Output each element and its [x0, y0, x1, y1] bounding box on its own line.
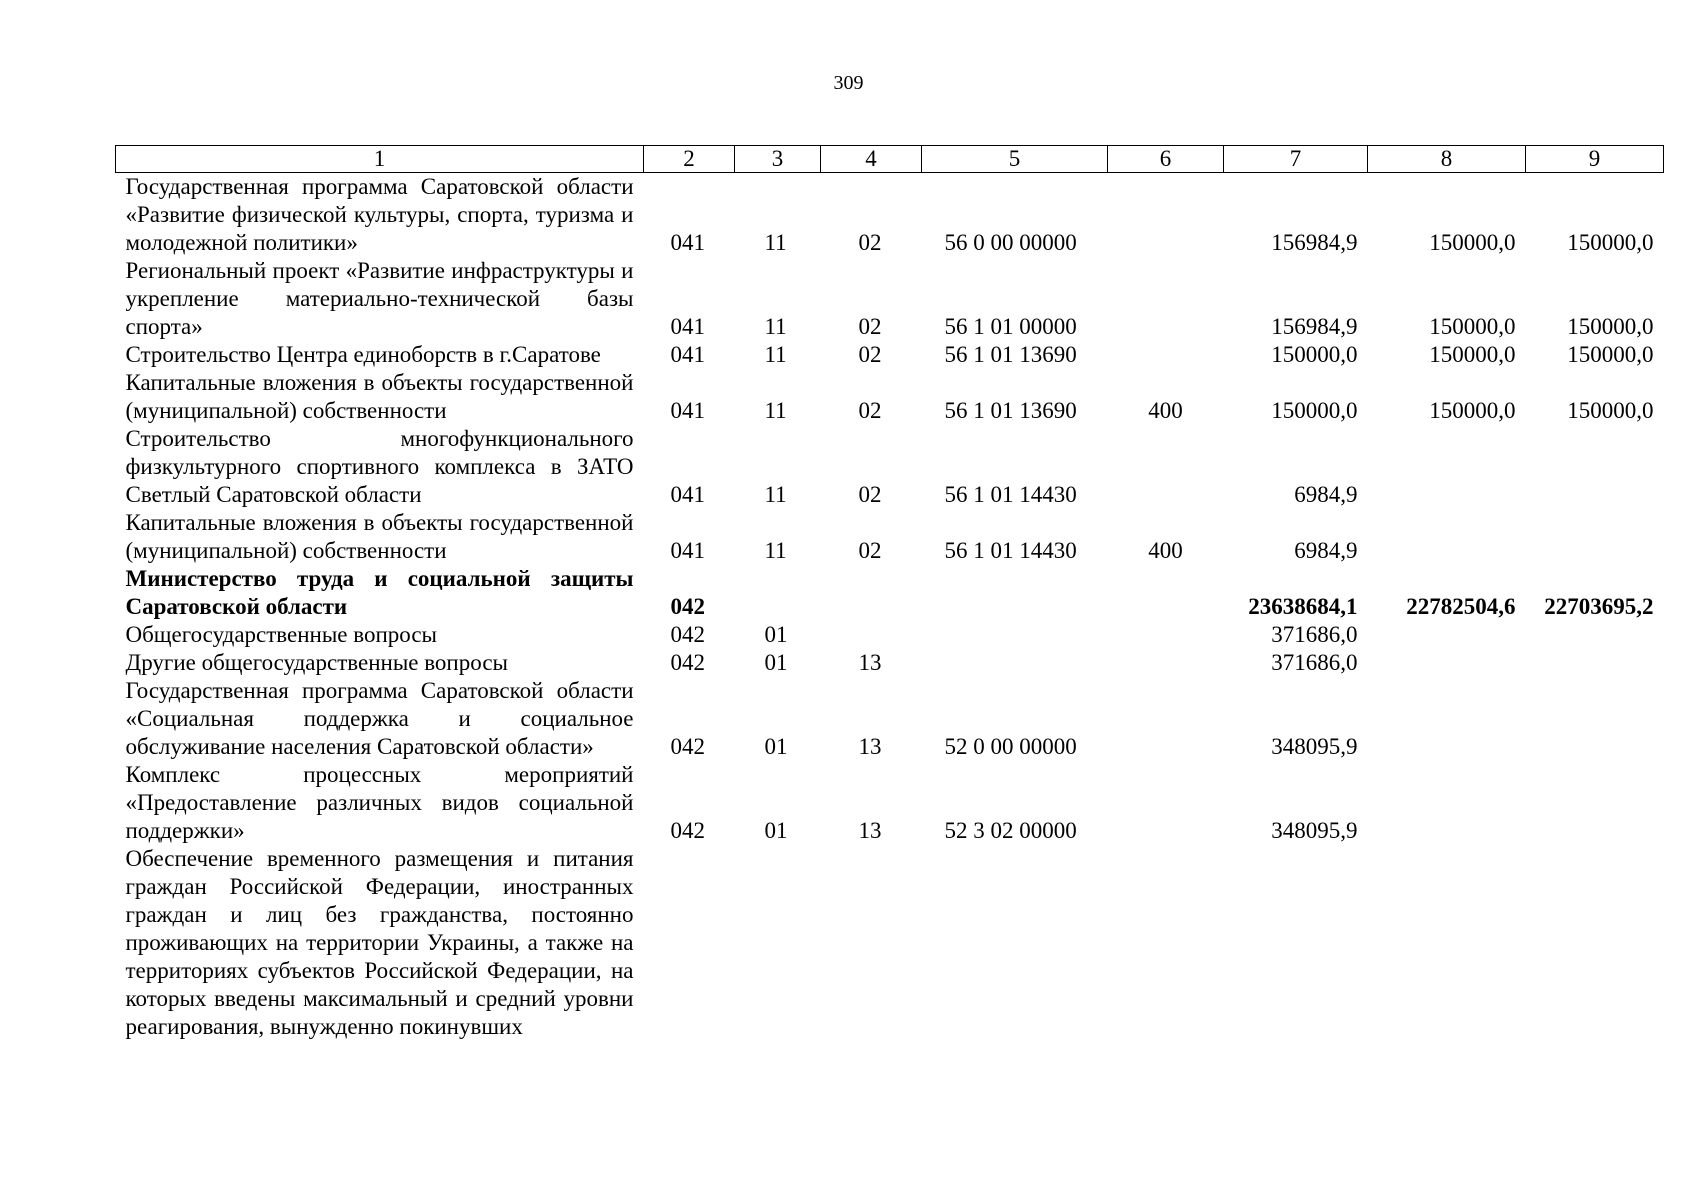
row-target-article	[922, 565, 1108, 621]
table-row	[116, 845, 1664, 1041]
column-header-8: 8	[1368, 146, 1526, 173]
row-code-3: 01	[764, 818, 788, 843]
row-code-2	[644, 845, 735, 1041]
row-description: Капитальные вложения в объекты государственной (муниципальной) собственности	[125, 510, 634, 563]
row-description: Региональный проект «Развитие инфраструктуры и укрепление материально-технической базы спорта»	[125, 258, 634, 339]
row-description: Капитальные вложения в объекты государственной (муниципальной) собственности	[125, 370, 634, 423]
row-code-3: 11	[764, 398, 787, 423]
row-code-3: 11	[764, 342, 787, 367]
row-target-article: 56 1 01 13690	[944, 342, 1077, 367]
table-row	[116, 565, 1664, 621]
row-expense-type	[1108, 845, 1224, 1041]
row-amount-8: 150000,0	[1429, 314, 1516, 339]
row-amount-9: 150000,0	[1567, 342, 1654, 367]
row-target-article: 56 1 01 14430	[944, 482, 1077, 507]
row-code-3: 01	[764, 650, 788, 675]
row-amount-9: 22703695,2	[1544, 594, 1654, 619]
row-amount-9	[1526, 649, 1664, 677]
column-header-2: 2	[644, 146, 735, 173]
row-code-3: 11	[764, 314, 787, 339]
table-row	[116, 173, 1664, 258]
row-amount-7: 23638684,1	[1248, 594, 1358, 619]
row-expense-type	[1108, 425, 1224, 509]
row-amount-9	[1526, 509, 1664, 565]
row-target-article	[922, 845, 1108, 1041]
row-code-2: 042	[670, 734, 705, 759]
row-code-4	[821, 621, 922, 649]
row-amount-7: 348095,9	[1271, 734, 1358, 759]
row-code-3: 01	[764, 622, 788, 647]
row-description: Строительство многофункционального физкультурного спортивного комплекса в ЗАТО Светлый Саратовской области	[125, 426, 634, 507]
row-amount-8: 150000,0	[1429, 342, 1516, 367]
row-target-article: 56 1 01 14430	[944, 538, 1077, 563]
row-amount-7: 156984,9	[1271, 230, 1358, 255]
row-target-article: 56 0 00 00000	[944, 230, 1077, 255]
row-description: Строительство Центра единоборств в г.Саратове	[125, 342, 601, 367]
row-code-2: 042	[670, 594, 705, 619]
row-target-article: 52 0 00 00000	[944, 734, 1077, 759]
column-header-6: 6	[1108, 146, 1224, 173]
row-description: Другие общегосударственные вопросы	[125, 650, 508, 675]
row-code-3: 01	[764, 734, 788, 759]
table-header	[116, 146, 1664, 173]
row-amount-8: 150000,0	[1429, 230, 1516, 255]
row-amount-8	[1368, 621, 1526, 649]
row-amount-7: 6984,9	[1294, 482, 1358, 507]
table-row	[116, 257, 1664, 341]
row-code-2: 041	[670, 398, 705, 423]
row-target-article: 56 1 01 13690	[944, 398, 1077, 423]
row-code-3: 11	[764, 230, 787, 255]
row-target-article	[922, 621, 1108, 649]
row-code-3: 11	[764, 482, 787, 507]
row-description: Государственная программа Саратовской области «Развитие физической культуры, спорта, туризма и молодежной политики»	[125, 174, 634, 255]
row-expense-type	[1108, 341, 1224, 369]
row-target-article: 52 3 02 00000	[944, 818, 1077, 843]
row-code-2: 041	[670, 538, 705, 563]
table-row	[116, 621, 1664, 649]
table-row	[116, 677, 1664, 761]
table-row	[116, 509, 1664, 565]
row-amount-8	[1368, 845, 1526, 1041]
row-description: Общегосударственные вопросы	[125, 622, 437, 647]
table-row	[116, 761, 1664, 845]
column-header-7: 7	[1224, 146, 1368, 173]
row-amount-7: 348095,9	[1271, 818, 1358, 843]
row-amount-8	[1368, 649, 1526, 677]
row-amount-8: 22782504,6	[1406, 594, 1516, 619]
row-code-4: 02	[858, 482, 882, 507]
row-code-2: 042	[670, 622, 705, 647]
row-amount-9	[1526, 677, 1664, 761]
row-code-4: 02	[858, 314, 882, 339]
row-expense-type	[1108, 761, 1224, 845]
row-amount-9: 150000,0	[1567, 398, 1654, 423]
row-target-article: 56 1 01 00000	[944, 314, 1077, 339]
row-amount-7: 150000,0	[1271, 398, 1358, 423]
row-amount-9: 150000,0	[1567, 230, 1654, 255]
row-code-4: 02	[858, 538, 882, 563]
row-code-3: 11	[764, 538, 787, 563]
row-expense-type: 400	[1148, 398, 1183, 423]
row-code-4: 13	[858, 818, 882, 843]
row-amount-9	[1526, 761, 1664, 845]
row-description: Министерство труда и социальной защиты Саратовской области	[125, 566, 634, 619]
row-expense-type	[1108, 649, 1224, 677]
row-code-2: 041	[670, 482, 705, 507]
table-body	[116, 173, 1664, 1042]
row-expense-type	[1108, 173, 1224, 258]
row-code-2: 041	[670, 342, 705, 367]
row-code-4	[821, 565, 922, 621]
row-code-2: 042	[670, 650, 705, 675]
row-code-4	[821, 845, 922, 1041]
row-amount-7	[1224, 845, 1368, 1041]
row-code-3	[735, 565, 821, 621]
row-code-4: 02	[858, 230, 882, 255]
row-code-4: 02	[858, 398, 882, 423]
row-code-2: 041	[670, 314, 705, 339]
column-header-9: 9	[1526, 146, 1664, 173]
column-header-5: 5	[922, 146, 1108, 173]
row-amount-9	[1526, 621, 1664, 649]
table-row	[116, 649, 1664, 677]
row-amount-7: 6984,9	[1294, 538, 1358, 563]
column-header-3: 3	[735, 146, 821, 173]
row-amount-8	[1368, 425, 1526, 509]
column-header-1: 1	[116, 146, 644, 173]
table-row	[116, 425, 1664, 509]
row-amount-7: 150000,0	[1271, 342, 1358, 367]
row-expense-type	[1108, 621, 1224, 649]
row-code-3	[735, 845, 821, 1041]
column-header-4: 4	[821, 146, 922, 173]
row-description: Обеспечение временного размещения и питания граждан Российской Федерации, иностранных граждан и лиц без гражданства, постоянно проживающих на территории Украины, а также на территориях субъектов Российской Федерации, на которых введены максимальный и средний уровни реагирования, вынужденно покинувших	[125, 846, 634, 1039]
row-amount-9: 150000,0	[1567, 314, 1654, 339]
row-code-2: 042	[670, 818, 705, 843]
row-amount-9	[1526, 845, 1664, 1041]
table-row	[116, 369, 1664, 425]
row-expense-type: 400	[1148, 538, 1183, 563]
row-amount-8: 150000,0	[1429, 398, 1516, 423]
row-amount-9	[1526, 425, 1664, 509]
row-amount-8	[1368, 761, 1526, 845]
row-code-4: 13	[858, 734, 882, 759]
row-amount-8	[1368, 677, 1526, 761]
row-amount-8	[1368, 509, 1526, 565]
table-row	[116, 341, 1664, 369]
row-amount-7: 371686,0	[1271, 650, 1358, 675]
row-code-4: 02	[858, 342, 882, 367]
row-expense-type	[1108, 565, 1224, 621]
row-code-4: 13	[858, 650, 882, 675]
page-number: 309	[833, 72, 864, 94]
row-target-article	[922, 649, 1108, 677]
row-expense-type	[1108, 677, 1224, 761]
row-code-2: 041	[670, 230, 705, 255]
row-expense-type	[1108, 257, 1224, 341]
row-description: Комплекс процессных мероприятий «Предоставление различных видов социальной поддержки»	[125, 762, 634, 843]
row-amount-7: 371686,0	[1271, 622, 1358, 647]
budget-table	[115, 145, 1664, 1041]
row-amount-7: 156984,9	[1271, 314, 1358, 339]
row-description: Государственная программа Саратовской области «Социальная поддержка и социальное обслуживание населения Саратовской области»	[125, 678, 634, 759]
header-row	[116, 146, 1664, 173]
